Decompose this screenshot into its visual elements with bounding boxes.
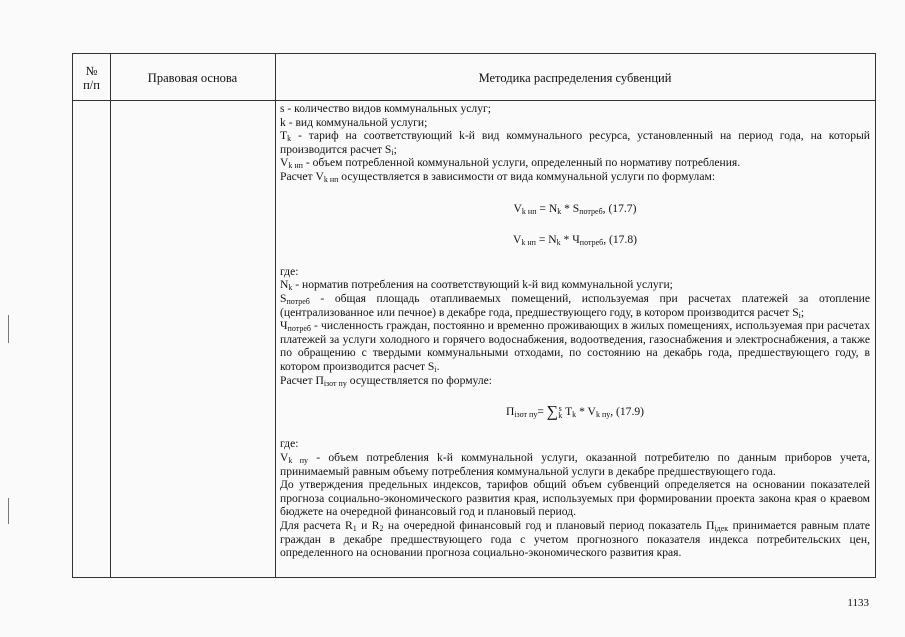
s-potreb-definition: $S_{потреб}$ - общая площадь отапливаемых помещений, используемая при расчетах платежей за отопление (централизованное или печное) в декабре года, предшествующего году, в котором производится расчет $S_i$; xyxy=(280,291,870,320)
scan-mark-top xyxy=(8,315,9,343)
v-definition: $V_{k нп}$ - объем потребленной коммунальной услуги, определенный по нормативу потребления. xyxy=(280,156,741,171)
where-label-2: где: xyxy=(280,437,299,451)
n-definition: $N_k$ - норматив потребления на соответствующий k-й вид коммунальной услуги; xyxy=(280,278,673,293)
spacer xyxy=(280,215,870,233)
spacer xyxy=(280,387,870,405)
ch-potreb-definition: $Ч_{потреб}$ - численность граждан, постоянно и временно проживающих в жилых помещениях, используемая при расчетах платежей за услуги холодного и горячего водоснабжения, водоотведения, газоснабжения и электроснабжения, а также по обращению с твердыми коммунальными отходами, по состоянию на декабрь года, предшествующего году, в котором производится расчет $S_i$. xyxy=(280,319,870,374)
t-definition: $T_k$ - тариф на соответствующий k-й вид коммунального ресурса, установленный на период года, на который производится расчет $S_i$; xyxy=(280,129,870,157)
formula-17-8: $V_{k нп} = N_k * Ч_{потреб}$, (17.8) xyxy=(513,233,637,248)
k-definition: k - вид коммунальной услуги; xyxy=(280,115,428,129)
sum-limits: s k xyxy=(558,404,563,421)
spacer xyxy=(280,247,870,265)
column-divider-2 xyxy=(275,54,276,577)
method-text-cell xyxy=(280,102,870,560)
sum-symbol: ∑ xyxy=(546,403,559,421)
calc2-intro: Расчет $П_{iзот пу}$ осуществляется по формуле: xyxy=(280,373,492,388)
v-pu-definition: $V_{k пу}$ - объем потребления k-й коммунальной услуги, оказанной потребителю по данным приборов учета, принимаемый равным объему потребления коммунальной услуги в декабре предшествующего года. xyxy=(280,451,871,478)
spacer xyxy=(280,184,870,202)
header-legal-basis: Правовая основа xyxy=(147,71,238,85)
subsidy-method-table xyxy=(72,53,876,578)
column-divider-1 xyxy=(110,54,111,577)
where-label-1: где: xyxy=(280,264,299,278)
header-number: № п/п xyxy=(83,64,100,92)
scan-mark-bottom xyxy=(8,498,9,524)
paragraph-limits: До утверждения предельных индексов, тарифов общий объем субвенций определяется на основании показателей прогноза социально-экономического развития края, используемых при формировании проекта закона края о краевом бюджете на очередной финансовый год и плановый период. xyxy=(280,478,870,519)
formula-17-9: $П_{iзот пу}=$ ∑ s k $T_k * V_{k пу}$, (17.9) xyxy=(505,403,645,421)
page-number: 1133 xyxy=(847,597,869,609)
s-definition: s - количество видов коммунальных услуг; xyxy=(280,102,491,115)
formula-17-7: $V_{k нп} = N_k * S_{потреб}$, (17.7) xyxy=(513,201,637,216)
paragraph-r-calc: Для расчета $R_1$ и $R_2$ на очередной финансовый год и плановый период показатель $П_{iдек}$ принимается равным плате граждан в декабре предшествующего года с учетом прогнозного показателя индекса потребительских цен, определенного на основании прогноза социально-экономического развития края. xyxy=(280,519,871,560)
header-divider xyxy=(73,100,875,101)
calc-intro: Расчет $V_{k нп}$ осуществляется в зависимости от вида коммунальной услуги по формулам: xyxy=(280,169,716,184)
header-method: Методика распределения субвенций xyxy=(478,71,672,85)
spacer xyxy=(280,419,870,437)
